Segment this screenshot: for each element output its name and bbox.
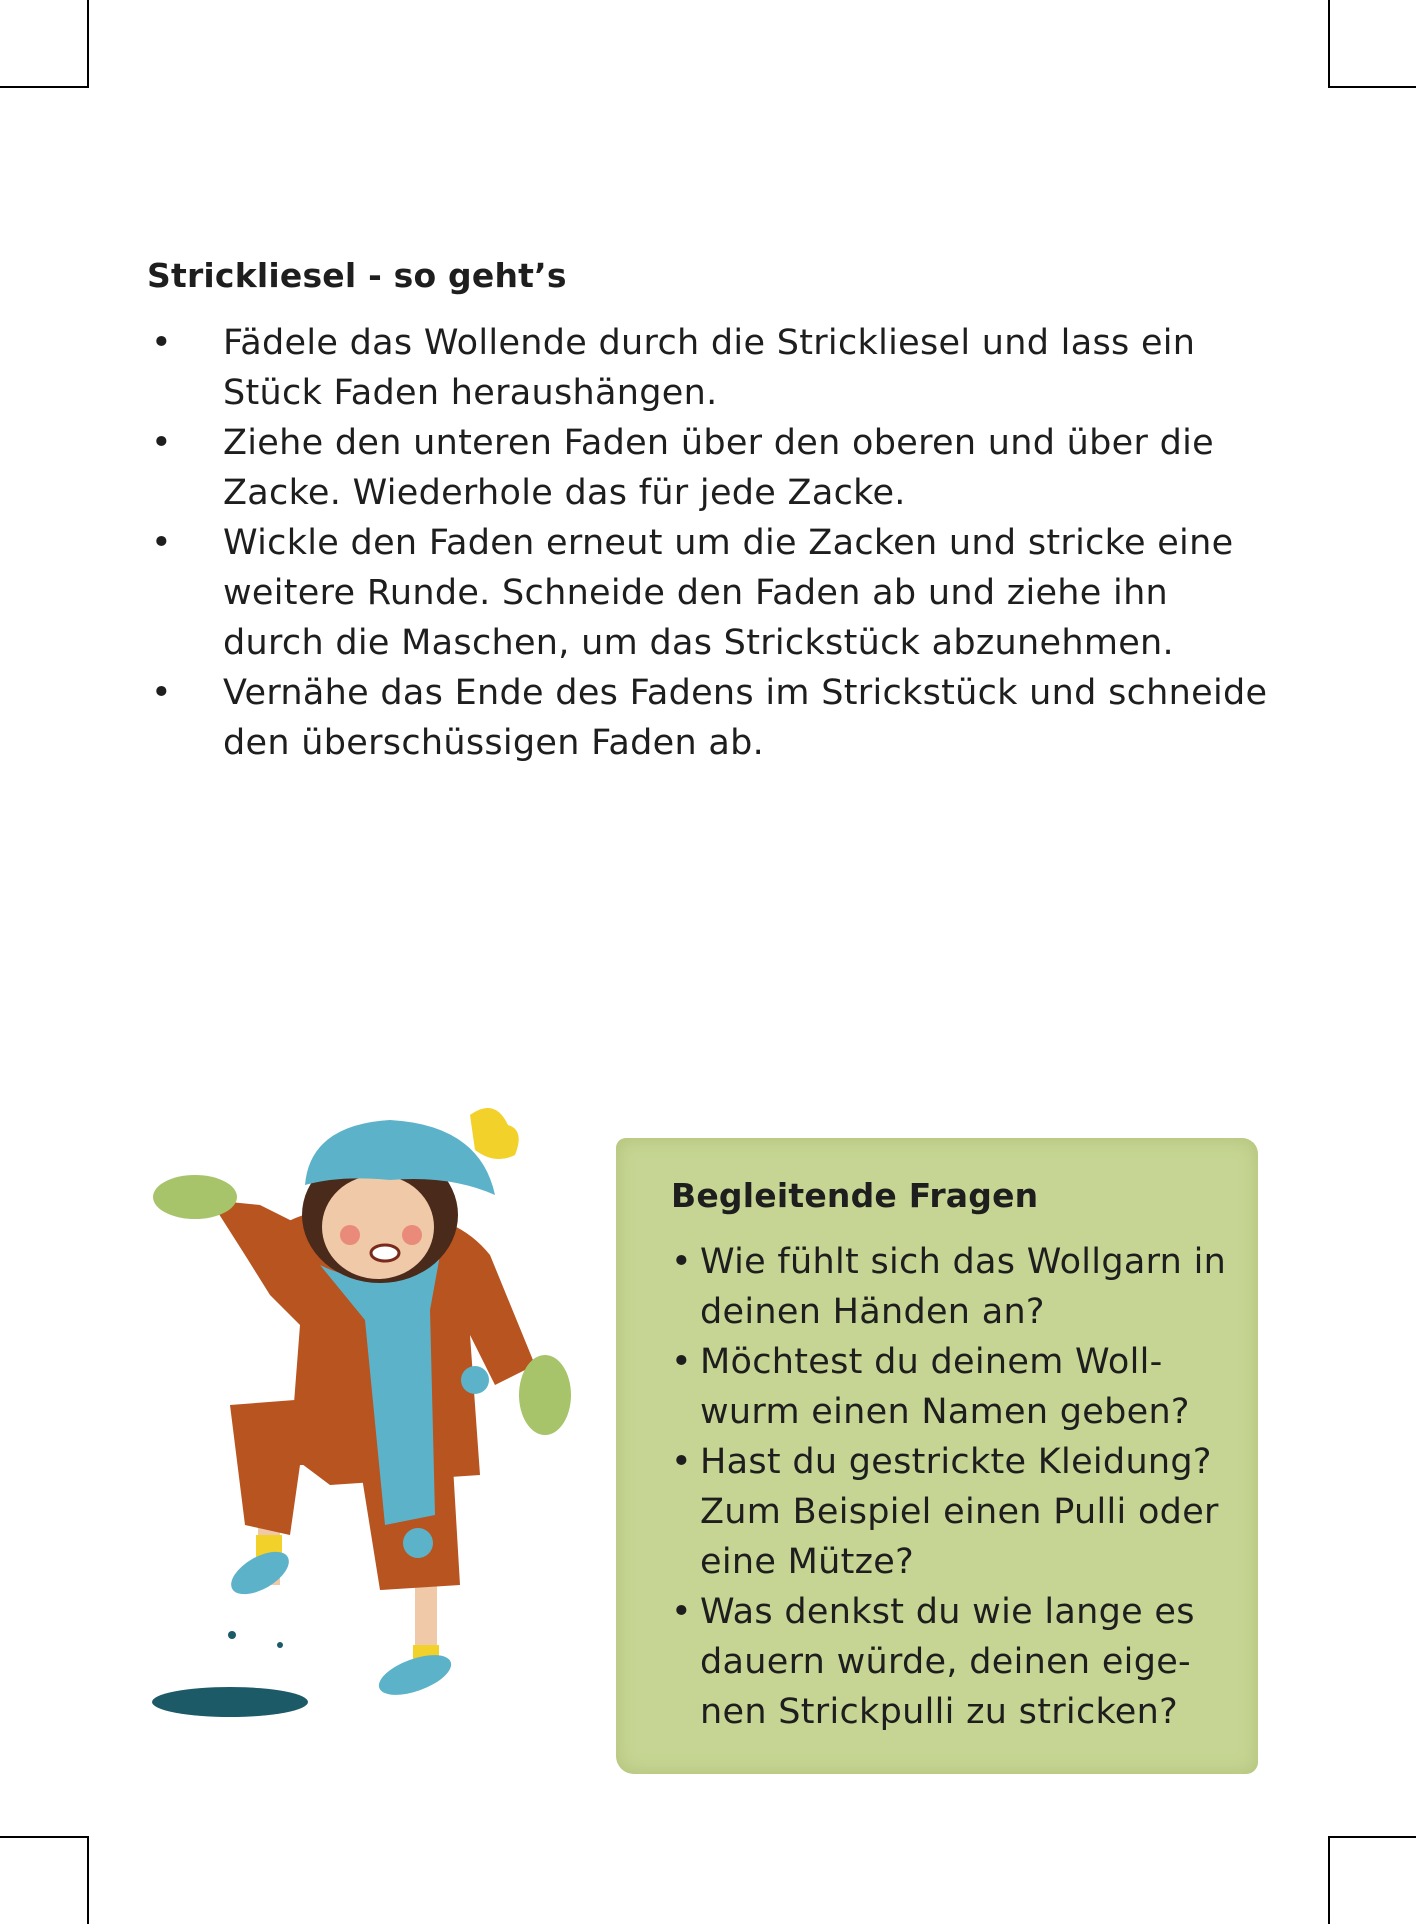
mitten-right — [519, 1355, 571, 1435]
question-item: • Was denkst du wie lange es dauern würde, deinen eige-nen Strickpulli zu stricken? — [671, 1587, 1241, 1737]
instructions-title: Strickliesel - so geht’s — [147, 256, 567, 295]
crop-mark-top-right — [1328, 0, 1330, 88]
cheek — [340, 1225, 360, 1245]
child-illustration — [150, 1105, 610, 1725]
crop-mark-top-left — [87, 0, 89, 88]
instruction-step: • Vernähe das Ende des Fadens im Strickstück und schneide den überschüssigen Faden ab. — [147, 668, 1277, 768]
crop-mark-top-left — [0, 86, 88, 88]
crop-mark-top-right — [1328, 86, 1416, 88]
questions-list — [671, 1237, 1241, 1737]
patch — [389, 1359, 421, 1391]
hat-pompom — [470, 1108, 519, 1159]
mitten-left — [153, 1175, 237, 1219]
drip — [277, 1642, 283, 1648]
crop-mark-bottom-right — [1328, 1836, 1330, 1924]
question-item: • Wie fühlt sich das Wollgarn in deinen Händen an? — [671, 1237, 1241, 1337]
question-item: • Hast du gestrickte Kleidung? Zum Beispiel einen Pulli oder eine Mütze? — [671, 1437, 1241, 1587]
instructions-list — [147, 318, 1277, 768]
crop-mark-bottom-right — [1328, 1836, 1416, 1838]
patch — [403, 1528, 433, 1558]
question-item: • Möchtest du deinem Woll-wurm einen Namen geben? — [671, 1337, 1241, 1437]
instruction-step: • Fädele das Wollende durch die Strickliesel und lass ein Stück Faden heraushängen. — [147, 318, 1277, 418]
crop-mark-bottom-left — [87, 1836, 89, 1924]
cheek — [402, 1225, 422, 1245]
instruction-step: • Ziehe den unteren Faden über den oberen und über die Zacke. Wiederhole das für jede Zacke. — [147, 418, 1277, 518]
instruction-step: • Wickle den Faden erneut um die Zacken und stricke eine weitere Runde. Schneide den Faden ab und ziehe ihn durch die Maschen, um das Strickstück abzunehmen. — [147, 518, 1277, 668]
questions-title: Begleitende Fragen — [671, 1176, 1039, 1215]
crop-mark-bottom-left — [0, 1836, 88, 1838]
drip — [228, 1631, 236, 1639]
puddle — [152, 1687, 308, 1717]
patch — [461, 1366, 489, 1394]
mouth — [371, 1245, 399, 1261]
